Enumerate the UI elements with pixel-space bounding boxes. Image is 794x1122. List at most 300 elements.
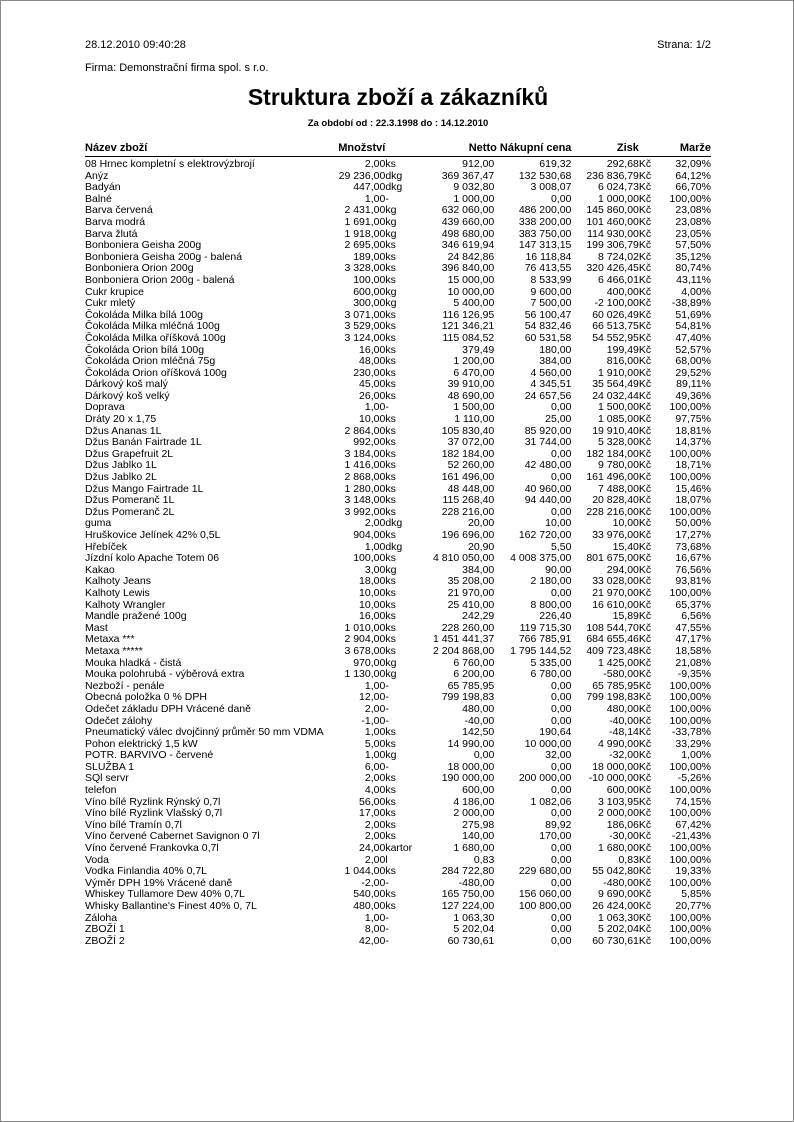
cell-margin: 100,00%	[669, 807, 711, 820]
cell-unit: ks	[385, 529, 396, 541]
cell-buy-price: 0,00	[550, 853, 572, 866]
cell-buy-price: 0,00	[550, 923, 572, 936]
cell-profit: 0,83	[618, 853, 639, 866]
cell-name: Vodka Finlandia 40% 0,7L	[85, 865, 208, 878]
cell-profit: 480,00	[606, 702, 639, 715]
cell-unit: l	[385, 853, 388, 866]
cell-buy-price: 0,00	[550, 842, 572, 855]
cell-unit: ks	[385, 436, 396, 449]
cell-name: Barva červená	[85, 204, 153, 217]
cell-unit: kg	[385, 204, 397, 217]
cell-quantity: 2 868,00	[344, 471, 386, 484]
cell-currency: Kč	[638, 482, 652, 495]
cell-netto: 799 198,83	[441, 691, 495, 704]
cell-margin: 29,52%	[675, 366, 711, 379]
cell-netto: 2 204 868,00	[432, 644, 495, 657]
cell-currency: Kč	[638, 285, 652, 298]
cell-netto: 65 785,95	[447, 679, 495, 692]
cell-margin: 20,77%	[675, 900, 711, 912]
cell-unit: ks	[385, 250, 396, 263]
cell-netto: 480,00	[462, 702, 495, 715]
cell-name: Čokoláda Orion oříšková 100g	[85, 366, 227, 379]
cell-margin: 47,55%	[675, 621, 711, 634]
cell-quantity: 48,00	[359, 355, 386, 368]
cell-currency: Kč	[638, 865, 652, 878]
cell-profit: 21 970,00	[592, 586, 639, 599]
cell-buy-price: 162 720,00	[518, 529, 572, 541]
cell-buy-price: 54 832,46	[524, 320, 572, 333]
cell-quantity: 2 431,00	[344, 204, 386, 217]
cell-profit: 320 426,45	[586, 262, 639, 275]
cell-unit: ks	[385, 158, 396, 170]
cell-netto: 142,50	[462, 726, 495, 739]
cell-profit: 236 836,79	[586, 169, 639, 182]
cell-buy-price: 40 960,00	[524, 482, 572, 495]
cell-name: Džus Mango Fairtrade 1L	[85, 482, 204, 495]
cell-netto: 439 660,00	[441, 215, 495, 228]
cell-name: Cukr mletý	[85, 297, 136, 310]
table-row	[85, 157, 711, 171]
cell-profit: 1 680,00	[598, 842, 639, 855]
table-row	[85, 936, 711, 948]
cell-quantity: -2,00	[361, 876, 386, 889]
cell-quantity: 1 010,00	[344, 621, 386, 634]
cell-margin: 100,00%	[669, 911, 711, 924]
cell-profit: 684 655,46	[586, 633, 639, 646]
cell-quantity: 447,00	[353, 181, 386, 194]
cell-unit: ks	[385, 772, 396, 785]
table-row	[85, 785, 711, 797]
cell-unit: ks	[385, 447, 396, 460]
cell-name: Odečet zálohy	[85, 714, 153, 727]
cell-unit: ks	[385, 737, 396, 750]
cell-name: Víno červené Frankovka 0,7l	[85, 842, 219, 855]
cell-profit: 228 216,00	[586, 505, 639, 518]
cell-netto: 0,00	[473, 749, 495, 762]
cell-currency: Kč	[638, 366, 652, 379]
cell-name: Voda	[85, 853, 109, 866]
cell-margin: 100,00%	[669, 679, 711, 692]
cell-buy-price: 0,00	[550, 447, 572, 460]
cell-quantity: 992,00	[353, 436, 386, 449]
cell-profit: 600,00	[606, 784, 639, 797]
cell-netto: 5 202,04	[453, 923, 495, 936]
cell-quantity: 8,00	[364, 923, 386, 936]
cell-margin: 4,00%	[681, 285, 711, 298]
cell-profit: -48,14	[609, 726, 639, 739]
cell-margin: 14,37%	[675, 436, 711, 449]
cell-buy-price: 32,00	[545, 749, 572, 762]
cell-profit: 801 675,00	[586, 552, 639, 565]
cell-currency: Kč	[638, 807, 652, 820]
cell-margin: 49,36%	[675, 389, 711, 402]
cell-profit: 16 610,00	[592, 598, 639, 611]
cell-profit: 1 063,30	[598, 911, 639, 924]
cell-netto: 1 110,00	[454, 413, 495, 426]
cell-currency: Kč	[638, 737, 652, 750]
cell-unit: -	[385, 401, 389, 414]
cell-margin: 6,56%	[681, 610, 711, 623]
cell-margin: 74,15%	[675, 795, 711, 808]
cell-margin: 100,00%	[669, 876, 711, 889]
cell-profit: 10,00	[612, 517, 639, 530]
cell-profit: 54 552,95	[592, 331, 639, 344]
cell-buy-price: 89,92	[545, 818, 572, 831]
cell-profit: 1 085,00	[598, 413, 639, 426]
cell-profit: 6 466,01	[598, 273, 639, 286]
cell-margin: 100,00%	[669, 934, 711, 947]
cell-netto: 25 410,00	[447, 598, 495, 611]
cell-unit: ks	[385, 389, 396, 402]
cell-quantity: 1 130,00	[344, 668, 386, 681]
table-row	[85, 333, 711, 345]
cell-currency: Kč	[638, 343, 652, 356]
cell-currency: Kč	[638, 331, 652, 344]
cell-margin: 73,68%	[675, 540, 711, 553]
cell-buy-price: 8 533,99	[530, 273, 572, 286]
cell-netto: 228 260,00	[441, 621, 495, 634]
cell-netto: 48 448,00	[447, 482, 495, 495]
cell-unit: dkg	[385, 181, 403, 194]
cell-currency: Kč	[638, 900, 652, 912]
cell-netto: 48 690,00	[447, 389, 495, 402]
cell-name: Čokoláda Milka bílá 100g	[85, 308, 203, 321]
cell-quantity: 26,00	[359, 389, 386, 402]
cell-netto: 396 840,00	[441, 262, 495, 275]
cell-netto: 37 072,00	[447, 436, 495, 449]
cell-currency: Kč	[638, 749, 652, 762]
table-row	[85, 298, 711, 310]
cell-unit: ks	[385, 320, 396, 333]
cell-currency: Kč	[638, 586, 652, 599]
cell-currency: Kč	[638, 668, 652, 681]
cell-quantity: 1 691,00	[344, 215, 386, 228]
cell-profit: 145 860,00	[586, 204, 639, 217]
cell-unit: ks	[385, 273, 396, 286]
cell-quantity: 3 328,00	[344, 262, 386, 275]
cell-currency: Kč	[638, 250, 652, 263]
cell-currency: Kč	[638, 215, 652, 228]
cell-quantity: 3 992,00	[344, 505, 386, 518]
table-row	[85, 646, 711, 658]
cell-profit: -580,00	[603, 668, 639, 681]
table-row	[85, 843, 711, 855]
cell-quantity: 12,00	[359, 691, 386, 704]
cell-netto: 21 970,00	[447, 586, 495, 599]
cell-unit: kg	[385, 297, 397, 310]
cell-quantity: 18,00	[359, 575, 386, 588]
cell-name: Pneumatický válec dvojčinný průměr 50 mm VDMA	[85, 726, 324, 739]
cell-margin: 23,08%	[675, 215, 711, 228]
cell-buy-price: 338 200,00	[518, 215, 572, 228]
cell-profit: 294,00	[606, 563, 639, 576]
cell-buy-price: 0,00	[550, 760, 572, 773]
cell-currency: Kč	[638, 621, 652, 634]
cell-profit: -10 000,00	[588, 772, 639, 785]
cell-currency: Kč	[638, 830, 652, 843]
cell-buy-price: 226,40	[539, 610, 572, 623]
column-header-profit: Zisk	[571, 142, 639, 157]
cell-netto: 369 367,47	[441, 169, 495, 182]
cell-profit: -30,00	[609, 830, 639, 843]
cell-profit: -32,00	[609, 749, 639, 762]
cell-currency: Kč	[638, 158, 652, 170]
cell-name: Doprava	[85, 401, 125, 414]
cell-margin: 97,75%	[675, 413, 711, 426]
cell-quantity: 1,00	[364, 749, 386, 762]
cell-margin: 52,57%	[675, 343, 711, 356]
cell-profit: 1 500,00	[598, 401, 639, 414]
cell-currency: Kč	[638, 853, 652, 866]
cell-name: Dárkový koš malý	[85, 378, 168, 391]
cell-netto: 1 063,30	[453, 911, 495, 924]
cell-profit: 1 000,00	[598, 192, 639, 205]
cell-buy-price: 6 780,00	[530, 668, 572, 681]
cell-currency: Kč	[638, 784, 652, 797]
cell-unit: kg	[385, 668, 397, 681]
report-period: Za období od : 22.3.1998 do : 14.12.2010	[307, 118, 489, 129]
cell-profit: 15,89	[612, 610, 639, 623]
cell-unit: ks	[385, 552, 396, 565]
cell-profit: 114 930,00	[587, 227, 639, 240]
cell-margin: 100,00%	[669, 505, 711, 518]
cell-buy-price: 119 715,30	[519, 621, 572, 634]
cell-buy-price: 0,00	[550, 807, 572, 820]
cell-name: Mouka hladká - čistá	[85, 656, 182, 669]
cell-quantity: 3 678,00	[344, 644, 386, 657]
table-row	[85, 217, 711, 229]
cell-buy-price: 42 480,00	[524, 459, 572, 472]
cell-unit: ks	[385, 505, 396, 518]
cell-margin: -21,43%	[671, 830, 711, 843]
cell-margin: -33,78%	[671, 726, 711, 739]
cell-quantity: 29 236,00	[338, 169, 386, 182]
cell-profit: 1 425,00	[598, 656, 639, 669]
cell-quantity: 1 280,00	[344, 482, 386, 495]
cell-unit: ks	[385, 471, 396, 484]
cell-currency: Kč	[638, 691, 652, 704]
cell-margin: 18,81%	[675, 424, 711, 437]
cell-unit: dkg	[385, 517, 403, 530]
cell-currency: Kč	[638, 702, 652, 715]
cell-profit: 292,68	[606, 158, 639, 170]
cell-name: Cukr krupice	[85, 285, 144, 298]
cell-profit: 33 028,00	[592, 575, 639, 588]
cell-currency: Kč	[638, 633, 652, 646]
cell-buy-price: 7 500,00	[530, 297, 572, 310]
cell-name: Mast	[85, 621, 108, 634]
cell-netto: 115 084,52	[442, 331, 495, 344]
cell-buy-price: 619,32	[539, 158, 572, 170]
cell-buy-price: 24 657,56	[524, 389, 572, 402]
cell-netto: 121 346,21	[441, 320, 495, 333]
cell-margin: 100,00%	[669, 192, 711, 205]
cell-margin: 100,00%	[669, 853, 711, 866]
cell-margin: 100,00%	[669, 447, 711, 460]
cell-name: Jízdní kolo Apache Totem 06	[85, 552, 220, 565]
cell-margin: 100,00%	[669, 923, 711, 936]
cell-quantity: 1,00	[364, 192, 386, 205]
table-row	[85, 669, 711, 681]
cell-unit: ks	[385, 482, 396, 495]
cell-unit: -	[385, 702, 389, 715]
cell-buy-price: 8 800,00	[530, 598, 572, 611]
cell-currency: Kč	[638, 494, 652, 507]
cell-buy-price: 486 200,00	[518, 204, 572, 217]
cell-currency: Kč	[638, 575, 652, 588]
cell-quantity: 1 416,00	[344, 459, 386, 472]
cell-currency: Kč	[638, 842, 652, 855]
cell-buy-price: 190,64	[539, 726, 572, 739]
cell-buy-price: 384,00	[539, 355, 572, 368]
cell-buy-price: 0,00	[550, 714, 572, 727]
cell-profit: 400,00	[606, 285, 639, 298]
cell-unit: -	[385, 679, 389, 692]
table-row	[85, 611, 711, 623]
cell-buy-price: 0,00	[550, 934, 572, 947]
cell-margin: 54,81%	[675, 320, 711, 333]
cell-margin: 100,00%	[669, 760, 711, 773]
cell-quantity: 3 124,00	[344, 331, 386, 344]
cell-netto: 18 000,00	[447, 760, 495, 773]
cell-quantity: 1,00	[364, 679, 386, 692]
cell-name: Metaxa ***	[85, 633, 135, 646]
cell-netto: 24 842,86	[447, 250, 495, 263]
cell-unit: kg	[385, 285, 397, 298]
cell-netto: 1 451 441,37	[432, 633, 495, 646]
cell-currency: Kč	[638, 795, 652, 808]
cell-profit: -40,00	[609, 714, 639, 727]
cell-currency: Kč	[638, 610, 652, 623]
cell-margin: 68,00%	[675, 355, 711, 368]
cell-netto: 116 126,95	[442, 308, 495, 321]
cell-netto: 35 208,00	[447, 575, 495, 588]
cell-unit: -	[385, 192, 389, 205]
cell-unit: ks	[385, 494, 396, 507]
cell-buy-price: 10 000,00	[524, 737, 572, 750]
cell-quantity: 3 148,00	[344, 494, 386, 507]
cell-buy-price: 76 413,55	[524, 262, 572, 275]
cell-unit: ks	[385, 598, 396, 611]
cell-currency: Kč	[638, 227, 652, 240]
cell-buy-price: 766 785,91	[518, 633, 572, 646]
cell-currency: Kč	[638, 714, 652, 727]
cell-buy-price: 9 600,00	[530, 285, 572, 298]
cell-netto: 196 696,00	[441, 529, 495, 541]
cell-profit: 5 328,00	[598, 436, 639, 449]
cell-quantity: 2,00	[364, 158, 386, 170]
cell-unit: ks	[385, 830, 396, 843]
cell-unit: kartor	[385, 842, 413, 855]
cell-netto: 10 000,00	[447, 285, 495, 298]
cell-quantity: 2,00	[364, 818, 386, 831]
cell-name: Dráty 20 x 1,75	[85, 413, 157, 426]
cell-profit: -480,00	[603, 876, 639, 889]
cell-profit: 33 976,00	[592, 529, 639, 541]
cell-quantity: 10,00	[359, 586, 386, 599]
cell-quantity: 1,00	[364, 726, 386, 739]
cell-name: Odečet základu DPH Vrácené daně	[85, 702, 251, 715]
cell-margin: 76,56%	[675, 563, 711, 576]
table-row	[85, 727, 711, 739]
cell-quantity: 4,00	[364, 784, 386, 797]
cell-buy-price: 5,50	[550, 540, 572, 553]
cell-quantity: 3 184,00	[344, 447, 386, 460]
cell-name: POTR. BARVIVO - červené	[85, 749, 214, 762]
cell-name: ZBOŽÍ 2	[85, 934, 125, 947]
cell-quantity: 2,00	[364, 772, 386, 785]
cell-netto: 165 750,00	[441, 888, 495, 901]
cell-name: Kalhoty Jeans	[85, 575, 151, 588]
cell-profit: 108 544,70	[586, 621, 639, 634]
cell-unit: kg	[385, 749, 397, 762]
cell-name: Bonboniera Geisha 200g - balená	[85, 250, 243, 263]
cell-name: 08 Hrnec kompletní s elektrovýzbrojí	[85, 158, 255, 170]
cell-buy-price: 0,00	[550, 702, 572, 715]
cell-name: SQl servr	[85, 772, 129, 785]
page-title: Struktura zboží a zákazníků	[247, 84, 549, 110]
cell-buy-price: 31 744,00	[524, 436, 572, 449]
cell-quantity: 100,00	[353, 273, 386, 286]
cell-name: Víno bílé Ryzlink Rýnský 0,7l	[85, 795, 221, 808]
cell-profit: 9 690,00	[598, 888, 639, 901]
cell-unit: ks	[385, 621, 396, 634]
cell-unit: kg	[385, 215, 397, 228]
cell-netto: -480,00	[458, 876, 495, 889]
cell-quantity: 2,00	[364, 853, 386, 866]
cell-name: Badyán	[85, 181, 121, 194]
cell-name: Džus Pomeranč 2L	[85, 505, 175, 518]
cell-unit: ks	[385, 633, 396, 646]
cell-unit: ks	[385, 308, 396, 321]
cell-buy-price: 0,00	[550, 401, 572, 414]
column-header-netto-buy: Netto Nákupní cena	[417, 142, 571, 157]
cell-quantity: 2,00	[364, 830, 386, 843]
cell-name: Bonboniera Geisha 200g	[85, 239, 202, 252]
cell-currency: Kč	[638, 911, 652, 924]
cell-name: Džus Jablko 2L	[85, 471, 157, 484]
cell-profit: 66 513,75	[592, 320, 639, 333]
cell-quantity: 3,00	[364, 563, 386, 576]
cell-profit: 5 202,04	[598, 923, 639, 936]
cell-currency: Kč	[638, 471, 652, 484]
cell-profit: 35 564,49	[592, 378, 639, 391]
cell-buy-price: 5 335,00	[530, 656, 572, 669]
cell-buy-price: 170,00	[539, 830, 572, 843]
cell-quantity: 540,00	[353, 888, 386, 901]
cell-netto: 105 830,40	[441, 424, 495, 437]
cell-name: Obecná položka 0 % DPH	[85, 691, 207, 704]
cell-name: Hruškovice Jelínek 42% 0,5L	[85, 529, 221, 541]
table-row	[85, 240, 711, 252]
cell-quantity: 10,00	[359, 598, 386, 611]
cell-profit: 8 724,02	[598, 250, 639, 263]
page-number: Strana: 1/2	[657, 39, 711, 51]
cell-name: Džus Grapefruit 2L	[85, 447, 174, 460]
cell-margin: 32,09%	[675, 158, 711, 170]
cell-currency: Kč	[638, 424, 652, 437]
print-datetime: 28.12.2010 09:40:28	[85, 39, 186, 51]
cell-unit: -	[385, 760, 389, 773]
cell-name: Anýz	[85, 169, 109, 182]
table-body	[85, 157, 711, 948]
cell-netto: 498 680,00	[441, 227, 495, 240]
cell-unit: -	[385, 714, 389, 727]
table-row	[85, 414, 711, 426]
cell-name: Whisky Ballantine's Finest 40% 0, 7L	[85, 900, 257, 912]
cell-currency: Kč	[638, 297, 652, 310]
cell-margin: -9,35%	[677, 668, 711, 681]
